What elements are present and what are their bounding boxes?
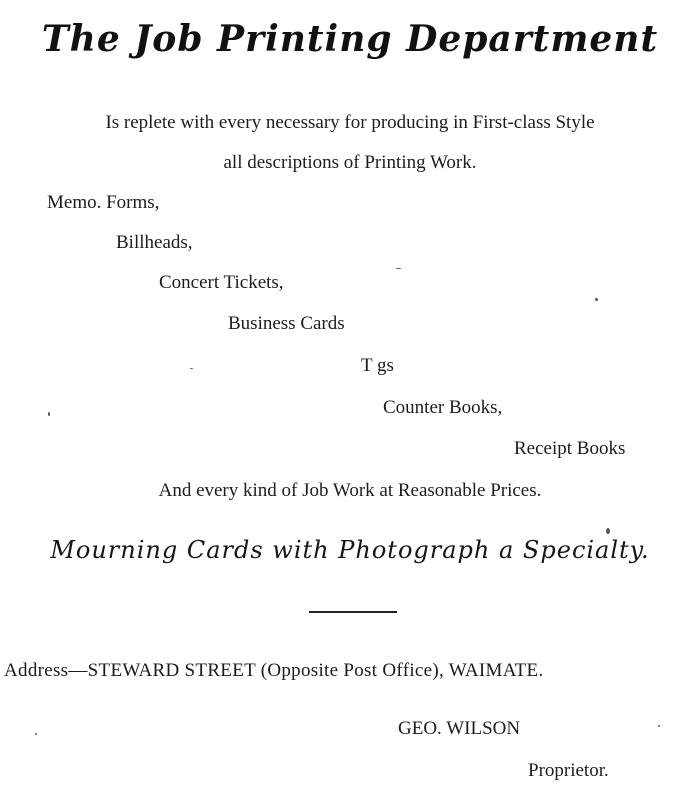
print-speck <box>396 268 401 269</box>
signature-title: Proprietor. <box>528 760 609 781</box>
print-speck <box>48 412 50 416</box>
print-speck <box>606 528 610 534</box>
item-business-cards: Business Cards <box>228 313 345 334</box>
print-speck <box>35 733 37 735</box>
specialty-line: Mourning Cards with Photograph a Specialty. <box>50 536 650 564</box>
intro-line-1: Is replete with every necessary for producing in First-class Style <box>105 112 595 133</box>
print-speck <box>595 298 598 301</box>
divider-rule <box>309 611 397 613</box>
item-receipt-books: Receipt Books <box>514 438 626 459</box>
item-concert-tickets: Concert Tickets, <box>159 272 284 293</box>
print-speck <box>190 368 193 369</box>
intro-line-2: all descriptions of Printing Work. <box>223 152 477 173</box>
signature-name: GEO. WILSON <box>398 718 521 739</box>
item-billheads: Billheads, <box>116 232 193 253</box>
advertisement-heading: The Job Printing Department <box>41 18 659 60</box>
address-line: Address—STEWARD STREET (Opposite Post Office), WAIMATE. <box>4 660 544 681</box>
item-counter-books: Counter Books, <box>383 397 503 418</box>
item-tags: T gs <box>361 355 394 376</box>
print-speck <box>658 725 660 727</box>
closing-line: And every kind of Job Work at Reasonable Prices. <box>158 480 542 501</box>
item-memo-forms: Memo. Forms, <box>47 192 160 213</box>
